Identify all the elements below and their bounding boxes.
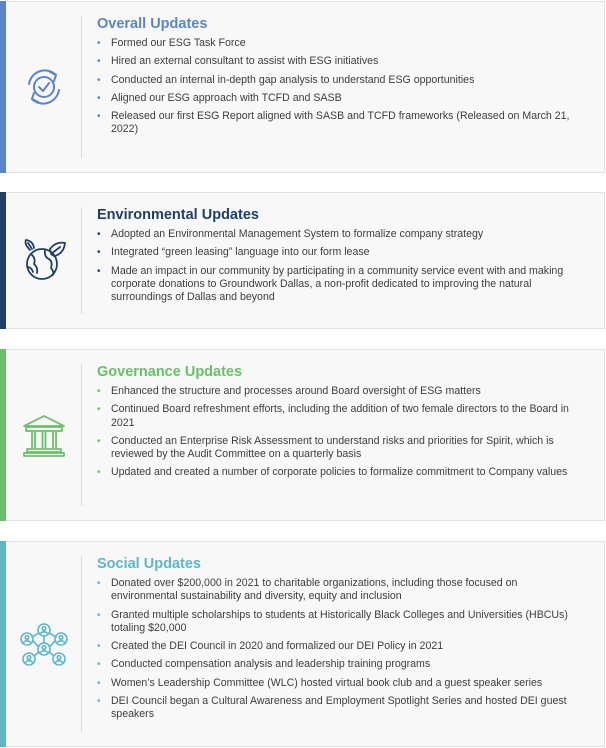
overall-list [97,37,586,137]
list-item: • Formed our ESG Task Force [97,37,586,50]
list-item: • Conducted compensation analysis and leadership training programs [97,658,586,671]
overall-title: Overall Updates [97,16,208,32]
list-item: • Hired an external consultant to assist with ESG initiatives [97,55,586,68]
governance-content [97,362,586,485]
list-item: • Adopted an Environmental Management System to formalize company strategy [97,228,586,241]
environmental-divider [81,207,82,314]
governance-divider [81,364,82,506]
social-updates-panel [0,541,605,747]
environmental-title: Environmental Updates [97,207,259,223]
environmental-content [97,205,586,309]
social-content [97,554,586,727]
people-network-icon [19,621,69,667]
social-icon-container [6,542,82,746]
list-item: • Aligned our ESG approach with TCFD and SASB [97,92,586,105]
overall-updates-panel [0,1,605,173]
list-item: • Released our first ESG Report aligned with SASB and TCFD frameworks (Released on March 21, 2022) [97,110,586,137]
social-list [97,577,586,722]
list-item: • Continued Board refreshment efforts, including the addition of two female directors to the Board in 2021 [97,403,586,430]
list-item: • Women’s Leadership Committee (WLC) hosted virtual book club and a guest speaker series [97,677,586,690]
environmental-icon-container [6,193,82,328]
list-item: • Made an impact in our community by participating in a community service event with and making corporate donations to Groundwork Dallas, a non-profit dedicated to improving the natural surroundings of Dallas and beyond [97,265,586,305]
overall-icon-container [6,2,82,172]
governance-list [97,385,586,480]
overall-content [97,14,586,142]
institution-icon [20,412,68,458]
list-item: • Created the DEI Council in 2020 and formalized our DEI Policy in 2021 [97,640,586,653]
list-item: • Conducted an internal in-depth gap analysis to understand ESG opportunities [97,74,586,87]
governance-title: Governance Updates [97,364,243,380]
environmental-list [97,228,586,304]
governance-icon-container [6,350,82,520]
list-item: • Donated over $200,000 in 2021 to charitable organizations, including those focused on environmental sustainability and diversity, equity and inclusion [97,577,586,604]
refresh-check-icon [21,64,67,110]
list-item: • Granted multiple scholarships to students at Historically Black Colleges and Universities (HBCUs) totaling $20,000 [97,609,586,636]
list-item: • Updated and created a number of corporate policies to formalize commitment to Company values [97,466,586,479]
environmental-updates-panel [0,192,605,329]
social-divider [81,556,82,732]
list-item: • Integrated “green leasing” language into our form lease [97,246,586,259]
list-item: • Enhanced the structure and processes around Board oversight of ESG matters [97,385,586,398]
governance-updates-panel [0,349,605,521]
overall-divider [81,16,82,158]
list-item: • DEI Council began a Cultural Awareness and Employment Spotlight Series and hosted DEI guest speakers [97,695,586,722]
globe-leaf-icon [20,237,68,285]
list-item: • Conducted an Enterprise Risk Assessment to understand risks and priorities for Spirit, which is reviewed by the Audit Committee on a quarterly basis [97,435,586,462]
social-title: Social Updates [97,556,201,572]
